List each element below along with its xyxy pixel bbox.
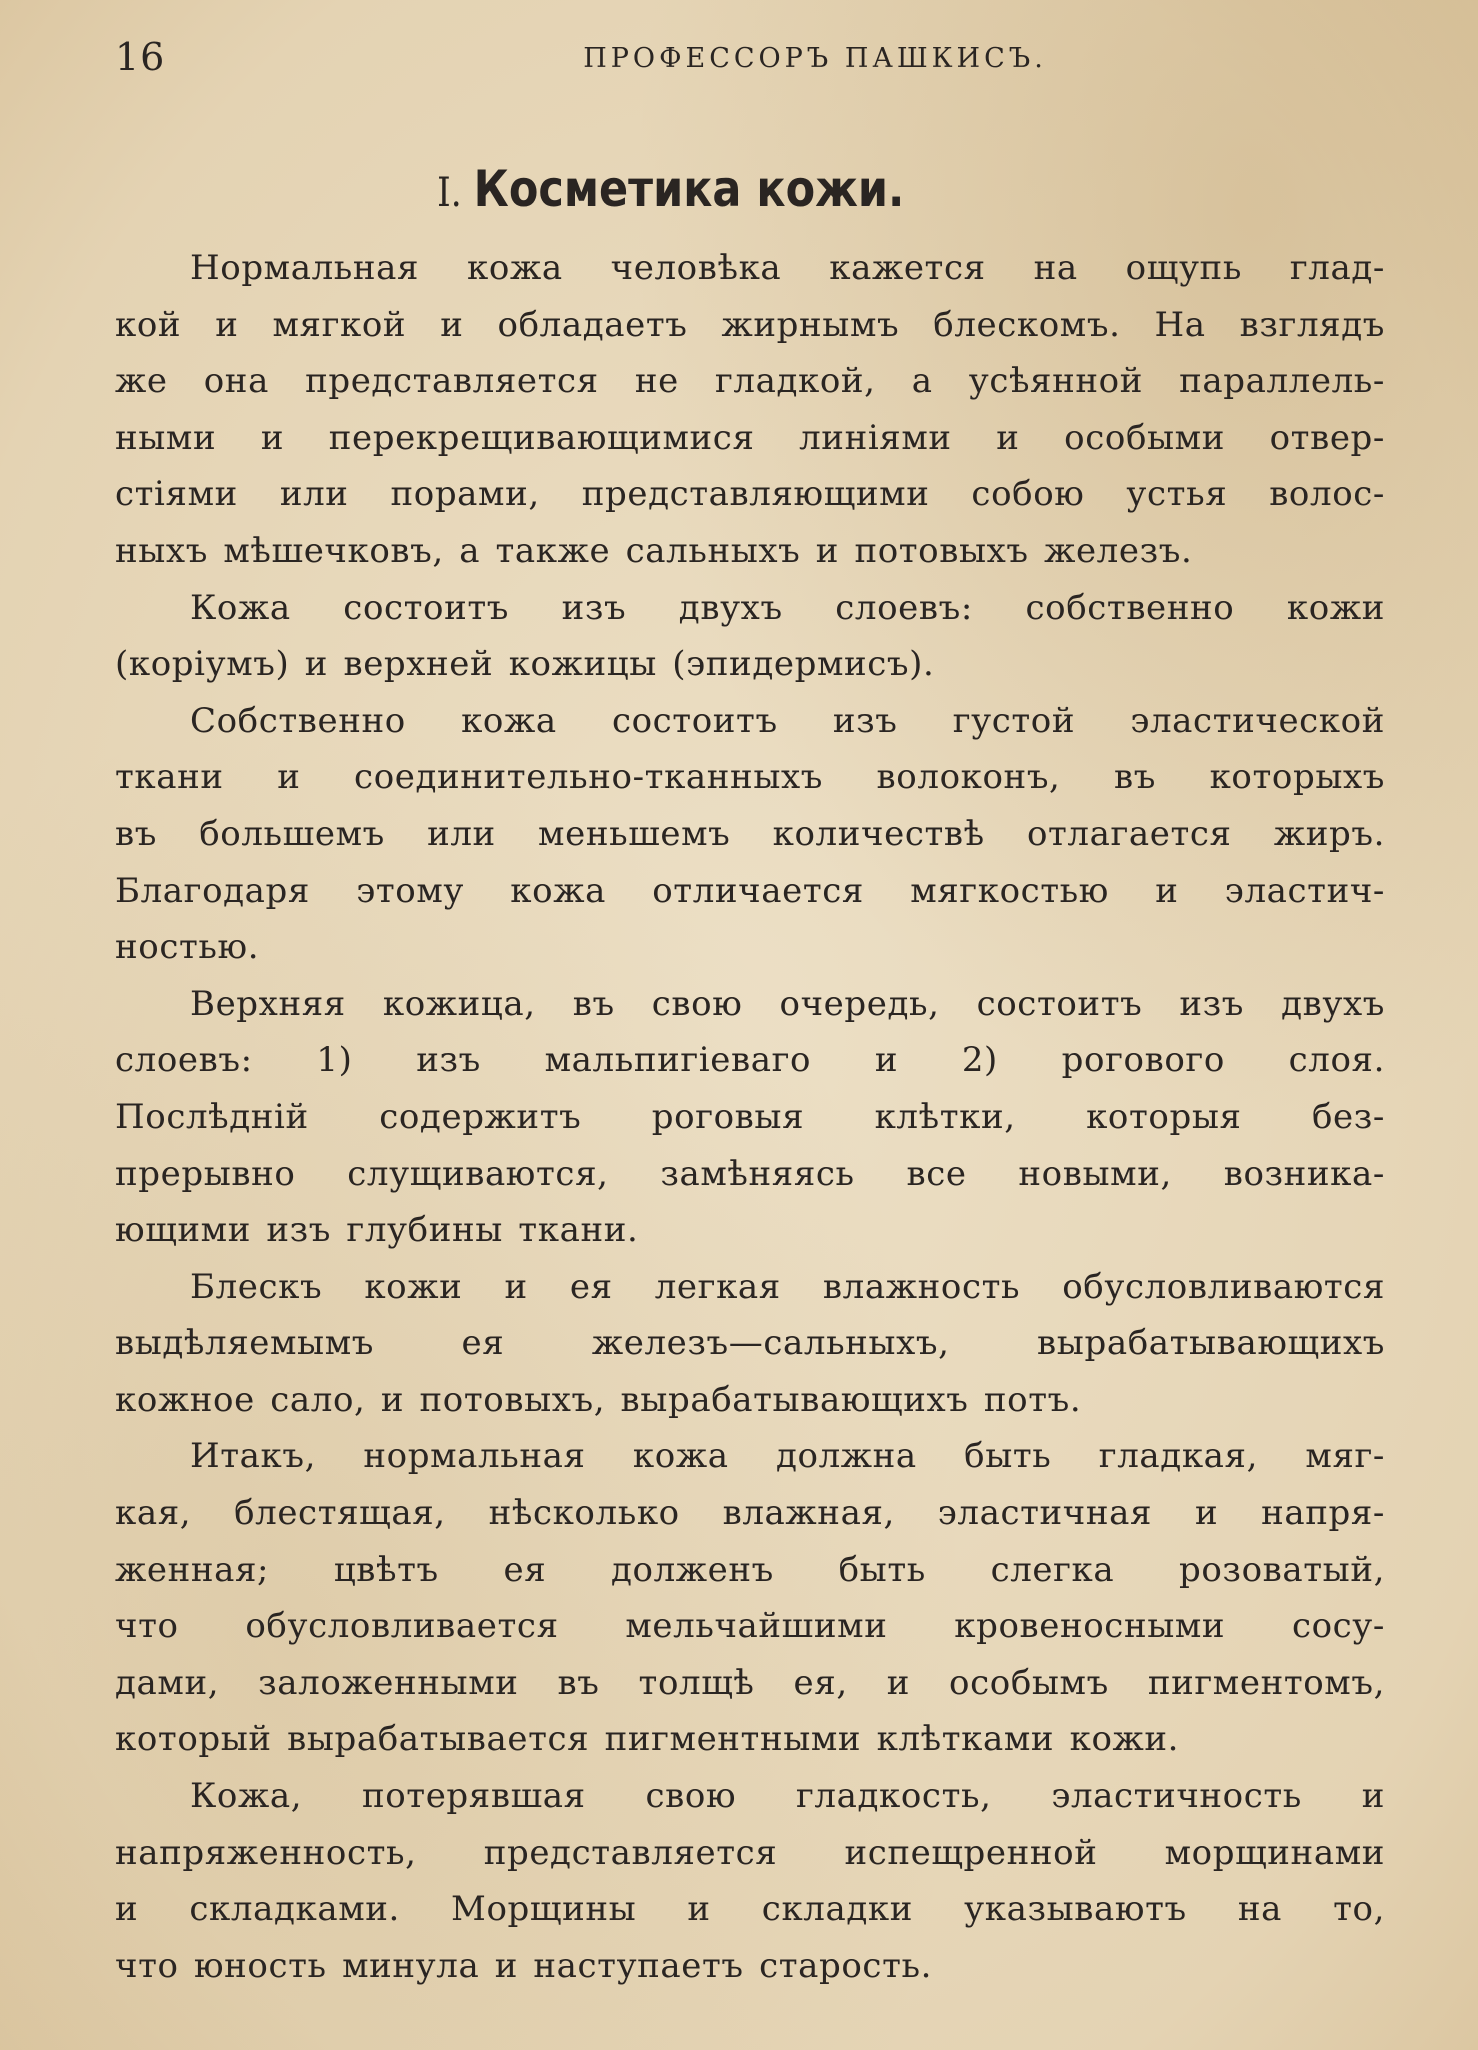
text-line: ющими изъ глубины ткани. xyxy=(115,1210,639,1251)
text-line: Верхняя кожица, въ свою очередь, состоитъ изъ двухъ xyxy=(190,983,1385,1024)
text-line: напряженность, представляется испещренной морщинами xyxy=(115,1832,1385,1873)
paragraph xyxy=(115,693,1385,976)
text-line: кожное сало, и потовыхъ, вырабатывающихъ потъ. xyxy=(115,1379,1082,1420)
paragraph xyxy=(115,1259,1385,1429)
text-line: Благодаря этому кожа отличается мягкостью и эластич- xyxy=(115,870,1385,911)
text-line: что юность минула и наступаетъ старость. xyxy=(115,1945,933,1986)
page-number: 16 xyxy=(115,35,166,79)
text-line: (коріумъ) и верхней кожицы (эпидермисъ). xyxy=(115,644,935,685)
text-line: ными и перекрещивающимися линіями и особыми отвер- xyxy=(115,417,1385,458)
text-line: который вырабатывается пигментными клѣтками кожи. xyxy=(115,1719,1180,1760)
section-number: I. xyxy=(437,170,462,216)
text-line: Итакъ, нормальная кожа должна быть гладкая, мяг- xyxy=(190,1436,1385,1477)
text-line: слоевъ: 1) изъ мальпигіеваго и 2) рогового слоя. xyxy=(115,1040,1385,1081)
text-line: Собственно кожа состоитъ изъ густой эластической xyxy=(190,700,1385,741)
text-line: Кожа состоитъ изъ двухъ слоевъ: собственно кожи xyxy=(190,587,1385,628)
text-line: женная; цвѣтъ ея долженъ быть слегка розоватый, xyxy=(115,1549,1385,1590)
paragraph xyxy=(115,1428,1385,1768)
running-head: ПРОФЕССОРЪ ПАШКИСЪ. xyxy=(583,43,1047,74)
paragraph xyxy=(115,240,1385,580)
text-line: Послѣдній содержитъ роговыя клѣтки, которыя без- xyxy=(115,1096,1385,1137)
text-line: выдѣляемымъ ея железъ—сальныхъ, вырабатывающихъ xyxy=(115,1323,1385,1364)
text-line: ныхъ мѣшечковъ, а также сальныхъ и потовыхъ железъ. xyxy=(115,530,1193,571)
text-line: прерывно слущиваются, замѣняясь все новыми, возника- xyxy=(115,1153,1385,1194)
text-line: что обусловливается мельчайшими кровеносными сосу- xyxy=(115,1606,1385,1647)
text-line: Блескъ кожи и ея легкая влажность обусловливаются xyxy=(190,1266,1385,1307)
section-title xyxy=(87,160,1358,218)
text-line: ткани и соединительно-тканныхъ волоконъ, въ которыхъ xyxy=(115,757,1385,798)
text-line: и складками. Морщины и складки указываютъ на то, xyxy=(115,1889,1385,1930)
text-line: Кожа, потерявшая свою гладкость, эластичность и xyxy=(190,1776,1385,1817)
page-header xyxy=(115,35,1415,85)
text-line: стіями или порами, представляющими собою устья волос- xyxy=(115,474,1385,515)
paragraph xyxy=(115,1768,1385,1994)
text-line: кая, блестящая, нѣсколько влажная, эластичная и напря- xyxy=(115,1493,1385,1534)
paragraph xyxy=(115,580,1385,693)
paragraph xyxy=(115,976,1385,1259)
text-line: въ большемъ или меньшемъ количествѣ отлагается жиръ. xyxy=(115,813,1385,854)
section-title-text: Косметика кожи. xyxy=(473,160,905,218)
body-text xyxy=(115,240,1385,1994)
text-line: дами, заложенными въ толщѣ ея, и особымъ пигментомъ, xyxy=(115,1662,1385,1703)
text-line: кой и мягкой и обладаетъ жирнымъ блескомъ. На взглядъ xyxy=(115,304,1385,345)
text-line: Нормальная кожа человѣка кажется на ощупь глад- xyxy=(190,248,1385,288)
text-line: ностью. xyxy=(115,927,260,968)
text-line: же она представляется не гладкой, а усѣянной параллель- xyxy=(115,361,1385,402)
